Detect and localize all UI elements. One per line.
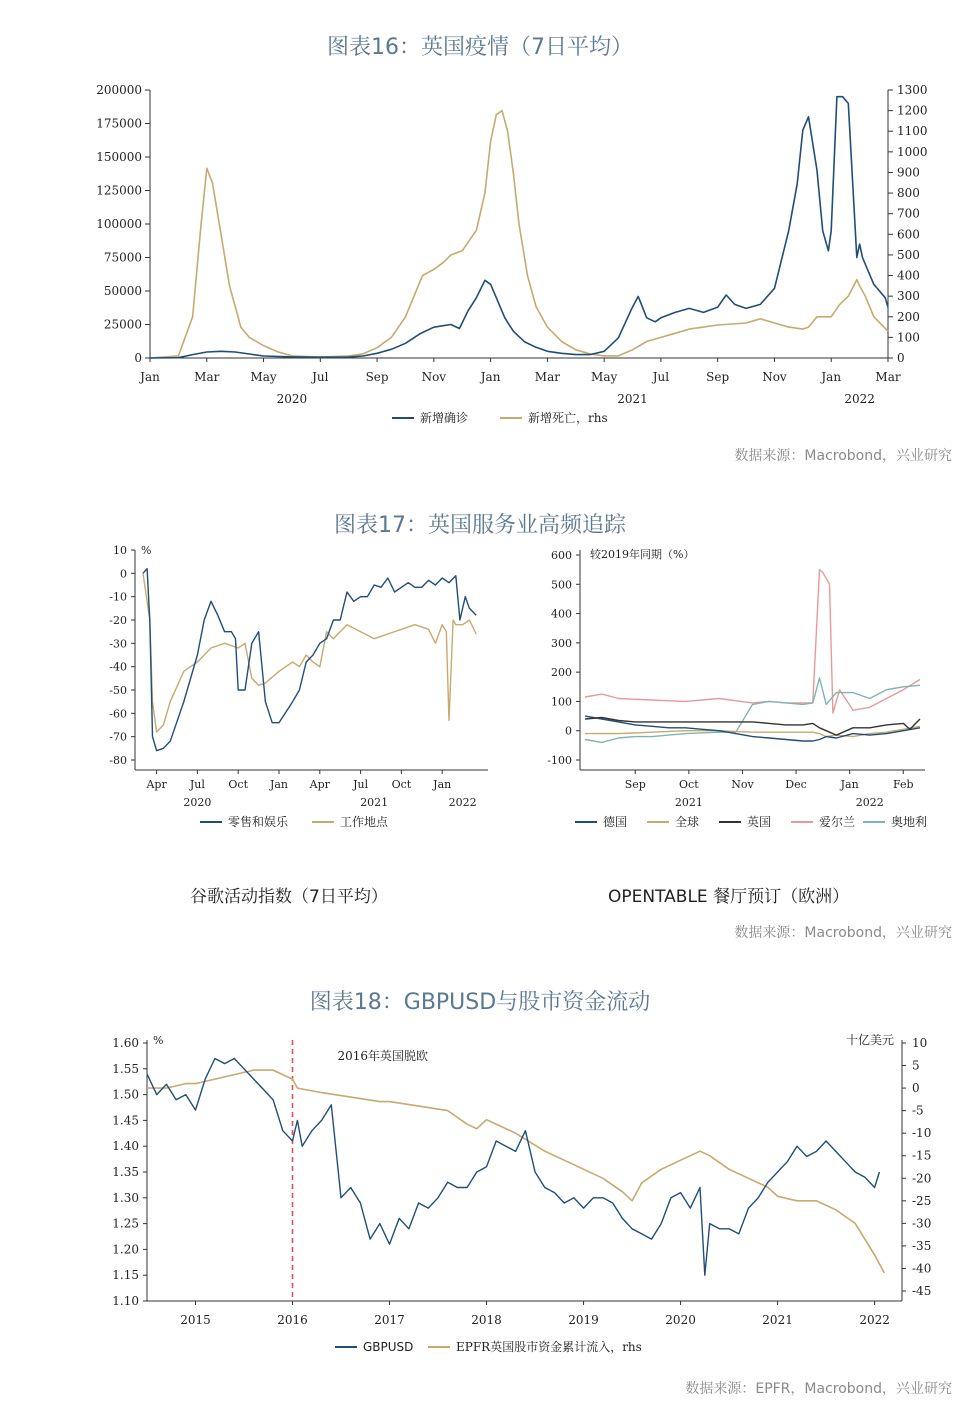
x-tick-label: Apr <box>146 778 167 791</box>
y2-unit-label: 十亿美元 <box>845 1033 894 1047</box>
x-tick-label: 2018 <box>471 1313 502 1327</box>
y2-tick-label: 500 <box>897 247 920 262</box>
y2-tick-label: 300 <box>897 289 920 304</box>
legend-gbpusd-label: GBPUSD <box>363 1340 414 1354</box>
legend-retail-label: 零售和娱乐 <box>228 815 289 829</box>
year-label: 2021 <box>360 796 389 809</box>
x-tick-label: Sep <box>624 778 646 791</box>
y-tick-label: 200000 <box>96 83 142 97</box>
x-tick-label: Jul <box>189 778 205 791</box>
y2-tick-label: 1200 <box>897 103 928 118</box>
figure-16-source: 数据来源：Macrobond，兴业研究 <box>734 448 952 464</box>
legend-deaths-label: 新增死亡，rhs <box>528 411 608 425</box>
y2-tick-label: 100 <box>897 330 920 345</box>
y-tick-label: -20 <box>109 614 127 627</box>
y2-tick-label: 800 <box>897 186 920 201</box>
opentable-caption: OPENTABLE 餐厅预订（欧洲） <box>608 887 850 907</box>
x-tick-label: May <box>250 370 277 384</box>
y-tick-label: 500 <box>551 578 572 592</box>
y-tick-label: 25000 <box>103 317 142 332</box>
y2-tick-label: 1000 <box>897 144 928 159</box>
deaths-series-line <box>150 111 888 358</box>
y2-tick-label: 200 <box>897 309 920 324</box>
y-tick-label: 1.60 <box>112 1036 139 1050</box>
gbpusd-series-line <box>147 1059 879 1276</box>
x-tick-label: 2020 <box>665 1313 696 1327</box>
y-tick-label: 1.20 <box>112 1242 139 1257</box>
y-tick-label: 400 <box>551 607 572 621</box>
y-tick-label: -100 <box>547 754 572 767</box>
x-tick-label: Oct <box>228 778 249 791</box>
y2-tick-label: -40 <box>912 1261 932 1276</box>
x-tick-label: Jan <box>269 778 289 791</box>
figure-17-title: 图表17：英国服务业高频追踪 <box>334 513 626 538</box>
year-label: 2021 <box>617 392 648 406</box>
y-tick-label: -40 <box>109 660 127 674</box>
y2-tick-label: -25 <box>912 1193 932 1208</box>
y-tick-label: 300 <box>551 636 572 650</box>
google-activity-chart <box>90 538 510 838</box>
x-tick-label: Nov <box>421 370 447 384</box>
legend-fund-flow-label: EPFR英国股市资金累计流入，rhs <box>456 1340 642 1354</box>
google-activity-caption: 谷歌活动指数（7日平均） <box>190 887 388 907</box>
y2-tick-label: -15 <box>912 1148 932 1163</box>
y-tick-label: 1.45 <box>112 1113 139 1128</box>
x-tick-label: 2017 <box>374 1313 405 1327</box>
legend-workplace-label: 工作地点 <box>340 815 389 829</box>
x-tick-label: Oct <box>391 778 412 791</box>
x-tick-label: Jan <box>821 370 842 384</box>
y2-tick-label: -35 <box>912 1238 932 1253</box>
x-tick-label: Jan <box>433 778 452 791</box>
y-tick-label: 1.40 <box>112 1139 139 1154</box>
y-tick-label: 1.15 <box>112 1268 139 1283</box>
y-tick-label: 10 <box>113 544 127 557</box>
x-tick-label: Feb <box>892 778 914 791</box>
x-tick-label: Jan <box>840 778 859 791</box>
legend-global-label: 全球 <box>675 815 700 829</box>
y2-tick-label: -20 <box>912 1171 932 1186</box>
uk-covid-chart <box>80 75 960 435</box>
legend-uk-label: 英国 <box>747 815 772 829</box>
y-tick-label: 600 <box>551 549 572 562</box>
gbpusd-chart <box>90 1025 960 1365</box>
y-tick-label: 1.10 <box>112 1294 139 1308</box>
y-tick-label: 150000 <box>96 150 142 164</box>
retail-series-line <box>143 569 476 751</box>
x-tick-label: 2015 <box>180 1313 211 1327</box>
y-tick-label: -80 <box>109 754 127 767</box>
ireland-series-line <box>585 570 920 714</box>
x-tick-label: Mar <box>875 370 901 384</box>
y-unit-label: 较2019年同期（%） <box>590 548 695 561</box>
y2-tick-label: 900 <box>897 165 920 180</box>
x-tick-label: Apr <box>309 778 330 791</box>
year-label: 2022 <box>855 796 884 809</box>
opentable-chart <box>520 538 960 838</box>
figure-18-source: 数据来源：EPFR，Macrobond，兴业研究 <box>685 1381 952 1397</box>
x-tick-label: Oct <box>679 778 699 791</box>
x-tick-label: 2021 <box>762 1313 793 1327</box>
y-tick-label: -50 <box>109 684 127 697</box>
legend-germany-label: 德国 <box>603 815 628 829</box>
x-tick-label: Sep <box>706 370 730 384</box>
year-label: 2022 <box>448 796 477 809</box>
y-tick-label: 50000 <box>103 284 142 298</box>
brexit-annotation: 2016年英国脱欧 <box>337 1049 429 1063</box>
y-tick-label: -60 <box>109 707 127 721</box>
y-tick-label: -10 <box>109 590 127 604</box>
y2-tick-label: 700 <box>897 206 920 221</box>
y-unit-label: % <box>153 1034 164 1047</box>
y-tick-label: 0 <box>134 351 142 365</box>
year-label: 2020 <box>183 796 212 809</box>
legend-austria-label: 奥地利 <box>891 815 928 829</box>
y-tick-label: 1.35 <box>112 1165 139 1179</box>
y2-tick-label: -5 <box>912 1103 924 1118</box>
y2-tick-label: -45 <box>912 1284 932 1298</box>
x-tick-label: May <box>591 370 618 384</box>
y-tick-label: 1.55 <box>112 1061 139 1076</box>
y-tick-label: 175000 <box>96 116 142 131</box>
y2-tick-label: 0 <box>912 1081 920 1096</box>
year-label: 2022 <box>844 392 875 406</box>
y-unit-label: % <box>141 544 152 557</box>
y2-tick-label: 600 <box>897 227 920 242</box>
x-tick-label: Jul <box>652 370 670 384</box>
y2-tick-label: -30 <box>912 1216 932 1231</box>
y-tick-label: 0 <box>565 724 572 738</box>
y-tick-label: 100 <box>551 695 572 709</box>
y-tick-label: 1.25 <box>112 1216 139 1231</box>
x-tick-label: Nov <box>762 370 787 384</box>
x-tick-label: 2016 <box>277 1313 308 1327</box>
x-tick-label: Mar <box>534 370 560 384</box>
y2-tick-label: 400 <box>897 268 920 283</box>
y-tick-label: 100000 <box>96 217 142 231</box>
x-tick-label: Sep <box>365 370 389 384</box>
y2-tick-label: 5 <box>912 1058 920 1073</box>
x-tick-label: Jan <box>140 370 160 384</box>
y-tick-label: 1.50 <box>112 1087 139 1102</box>
legend-cases-label: 新增确诊 <box>420 411 469 425</box>
y-tick-label: 0 <box>120 567 127 581</box>
y-tick-label: 75000 <box>103 250 142 265</box>
y2-tick-label: 1300 <box>897 83 928 97</box>
y2-tick-label: 10 <box>912 1036 928 1050</box>
y2-tick-label: -10 <box>912 1126 932 1141</box>
workplace-series-line <box>143 573 476 732</box>
y-tick-label: -70 <box>109 730 127 744</box>
x-tick-label: Mar <box>194 370 220 384</box>
y2-tick-label: 0 <box>897 351 905 365</box>
x-tick-label: Dec <box>785 778 807 791</box>
figure-17-source: 数据来源：Macrobond，兴业研究 <box>734 925 952 941</box>
x-tick-label: Jan <box>480 370 501 384</box>
y-tick-label: 1.30 <box>112 1190 139 1205</box>
y-tick-label: 125000 <box>96 183 142 198</box>
x-tick-label: Jul <box>312 370 329 384</box>
x-tick-label: 2019 <box>568 1313 599 1327</box>
year-label: 2021 <box>674 796 703 809</box>
figure-16-title: 图表16：英国疫情（7日平均） <box>327 35 633 60</box>
fund-flow-series-line <box>147 1070 884 1273</box>
x-tick-label: Jul <box>353 778 369 791</box>
y-tick-label: 200 <box>551 666 572 680</box>
figure-18-title: 图表18：GBPUSD与股市资金流动 <box>309 990 651 1015</box>
legend-ireland-label: 爱尔兰 <box>819 815 856 829</box>
x-tick-label: Nov <box>731 778 754 791</box>
y2-tick-label: 1100 <box>897 124 928 139</box>
year-label: 2020 <box>276 392 308 406</box>
y-tick-label: -30 <box>109 637 127 651</box>
x-tick-label: 2022 <box>859 1313 890 1327</box>
